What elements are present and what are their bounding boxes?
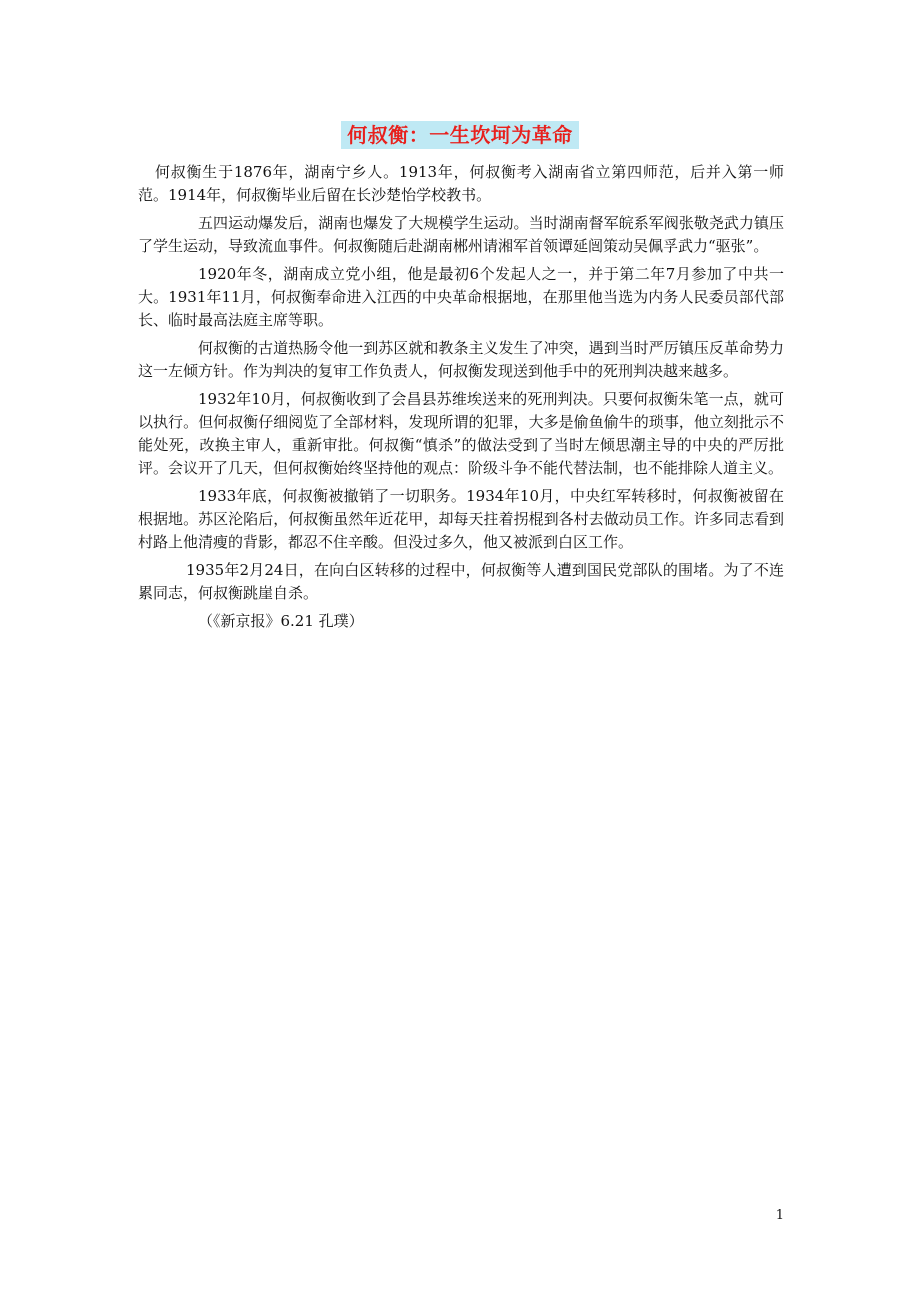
document-title: 何叔衡：一生坎坷为革命 [341,121,579,149]
article-body [138,161,784,638]
paragraph-5: 1932年10月，何叔衡收到了会昌县苏维埃送来的死刑判决。只要何叔衡朱笔一点，就可以执行。但何叔衡仔细阅览了全部材料，发现所谓的犯罪，大多是偷鱼偷牛的琐事，他立刻批示不能处死，改换主审人，重新审批。何叔衡“慎杀”的做法受到了当时左倾思潮主导的中央的严厉批评。会议开了几天，但何叔衡始终坚持他的观点：阶级斗争不能代替法制，也不能排除人道主义。 [138,390,784,477]
paragraph-1: 何叔衡生于1876年，湖南宁乡人。1913年，何叔衡考入湖南省立第四师范，后并入第一师范。1914年，何叔衡毕业后留在长沙楚怡学校教书。 [138,163,784,204]
source-citation: （《新京报》6.21 孔璞） [198,612,364,630]
page-number: 1 [775,1208,784,1223]
paragraph-6: 1933年底，何叔衡被撤销了一切职务。1934年10月，中央红军转移时，何叔衡被留在根据地。苏区沦陷后，何叔衡虽然年近花甲，却每天拄着拐棍到各村去做动员工作。许多同志看到村路上他清瘦的背影，都忍不住辛酸。但没过多久，他又被派到白区工作。 [138,487,784,551]
paragraph-7: 1935年2月24日，在向白区转移的过程中，何叔衡等人遭到国民党部队的围堵。为了不连累同志，何叔衡跳崖自杀。 [138,561,784,602]
paragraph-3: 1920年冬，湖南成立党小组，他是最初6个发起人之一，并于第二年7月参加了中共一大。1931年11月，何叔衡奉命进入江西的中央革命根据地，在那里他当选为内务人民委员部代部长、临时最高法庭主席等职。 [138,265,784,329]
title-container [0,121,920,149]
paragraph-2: 五四运动爆发后，湖南也爆发了大规模学生运动。当时湖南督军皖系军阀张敬尧武力镇压了学生运动，导致流血事件。何叔衡随后赴湖南郴州请湘军首领谭延闿策动吴佩孚武力“驱张”。 [138,214,784,255]
paragraph-4: 何叔衡的古道热肠令他一到苏区就和教条主义发生了冲突，遇到当时严厉镇压反革命势力这一左倾方针。作为判决的复审工作负责人，何叔衡发现送到他手中的死刑判决越来越多。 [138,339,784,380]
